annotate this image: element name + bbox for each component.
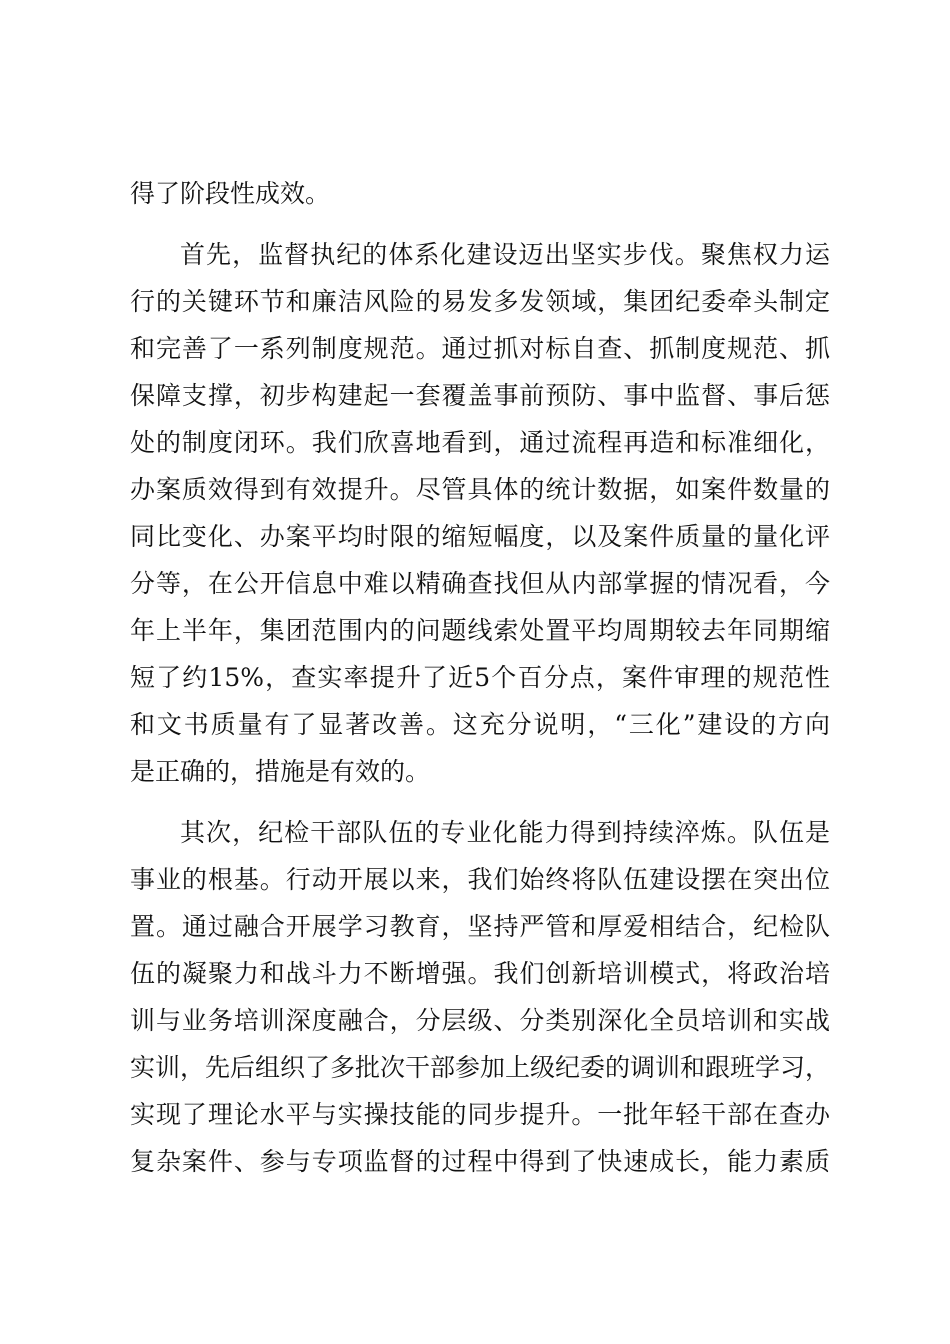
text-line: 得了阶段性成效。 <box>130 179 331 208</box>
text-line: 办案质效得到有效提升。尽管具体的统计数据，如案件数量的 <box>130 475 830 504</box>
text-line: 处的制度闭环。我们欣喜地看到，通过流程再造和标准细化， <box>130 428 830 457</box>
text-line: 实现了理论水平与实操技能的同步提升。一批年轻干部在查办 <box>130 1100 830 1129</box>
text-line: 实训，先后组织了多批次干部参加上级纪委的调训和跟班学习， <box>130 1053 831 1082</box>
text-line: 伍的凝聚力和战斗力不断增强。我们创新培训模式，将政治培 <box>130 959 830 988</box>
text-line: 置。通过融合开展学习教育，坚持严管和厚爱相结合，纪检队 <box>130 912 830 941</box>
paragraph <box>130 170 830 217</box>
text-line: 首先，监督执纪的体系化建设迈出坚实步伐。聚焦权力运 <box>180 240 830 269</box>
text-line: 保障支撑，初步构建起一套覆盖事前预防、事中监督、事后惩 <box>130 381 830 410</box>
text-line: 训与业务培训深度融合，分层级、分类别深化全员培训和实战 <box>130 1006 830 1035</box>
text-line: 和文书质量有了显著改善。这充分说明，“三化”建设的方向 <box>130 710 830 739</box>
text-line: 是正确的，措施是有效的。 <box>130 757 431 786</box>
paragraph <box>130 231 830 795</box>
text-line: 年上半年，集团范围内的问题线索处置平均周期较去年同期缩 <box>130 616 830 645</box>
text-line: 复杂案件、参与专项监督的过程中得到了快速成长，能力素质 <box>130 1147 830 1176</box>
paragraph <box>130 809 830 1185</box>
text-line: 其次，纪检干部队伍的专业化能力得到持续淬炼。队伍是 <box>180 818 830 847</box>
text-line: 同比变化、办案平均时限的缩短幅度，以及案件质量的量化评 <box>130 522 830 551</box>
text-line: 短了约15%，查实率提升了近5个百分点，案件审理的规范性 <box>130 663 830 692</box>
text-line: 行的关键环节和廉洁风险的易发多发领域，集团纪委牵头制定 <box>130 287 830 316</box>
body-text <box>130 170 830 1185</box>
text-line: 事业的根基。行动开展以来，我们始终将队伍建设摆在突出位 <box>130 865 830 894</box>
text-line: 分等，在公开信息中难以精确查找但从内部掌握的情况看，今 <box>130 569 830 598</box>
text-line: 和完善了一系列制度规范。通过抓对标自查、抓制度规范、抓 <box>130 334 830 363</box>
